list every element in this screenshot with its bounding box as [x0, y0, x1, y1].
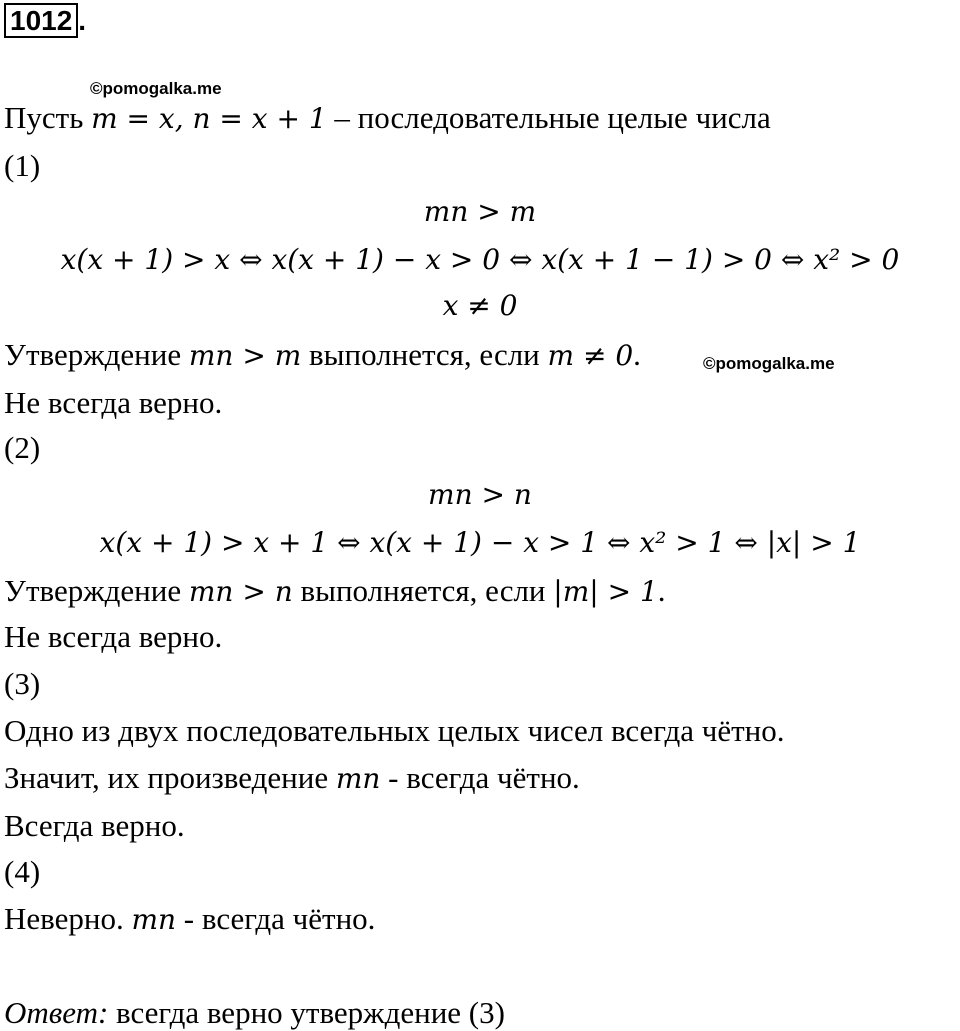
part1-verdict: Не всегда верно.: [4, 385, 223, 420]
answer-line: [4, 995, 505, 1031]
part1-equation-2: x(x + 1) > x ⇔ x(x + 1) − x > 0 ⇔ x(x + 1 − 1) > 0 ⇔ x² > 0: [60, 243, 900, 276]
part1-equation-3: x ≠ 0: [442, 289, 518, 322]
part2-claim-text-2: выполняется, если: [292, 573, 554, 608]
part2-equation-2: x(x + 1) > x + 1 ⇔ x(x + 1) − x > 1 ⇔ x² > 1 ⇔ |x| > 1: [99, 526, 861, 559]
intro-text-1: Пусть: [4, 100, 92, 135]
part3-line-2: [4, 760, 580, 797]
part3-line-2-math: mn: [335, 762, 381, 795]
watermark-top: ©pomogalka.me: [90, 79, 222, 98]
part1-claim-math-2: m ≠ 0: [547, 339, 634, 372]
part2-claim-text-3: .: [657, 573, 666, 608]
part2-claim-math-2: |m| > 1: [553, 575, 658, 608]
part4-math: mn: [131, 903, 177, 936]
watermark-middle: ©pomogalka.me: [703, 354, 835, 373]
part2-verdict: Не всегда верно.: [4, 619, 223, 654]
intro-text-2: – последовательные целые числа: [326, 100, 771, 135]
part3-verdict: Всегда верно.: [4, 808, 185, 843]
part4-label: (4): [4, 854, 41, 889]
part1-label: (1): [4, 148, 41, 183]
part2-claim-math-1: mn > n: [188, 575, 293, 608]
part3-line-2-text-1: Значит, их произведение: [4, 760, 336, 795]
part2-label: (2): [4, 430, 41, 465]
part4-text-2: - всегда чётно.: [176, 901, 376, 936]
part3-label: (3): [4, 666, 41, 701]
part1-claim-text-2: выполнется, если: [301, 337, 548, 372]
problem-number-box: 1012: [4, 3, 78, 38]
part2-claim-text-1: Утверждение: [4, 573, 189, 608]
part2-claim: [4, 573, 666, 610]
answer-text: всегда верно утверждение (3): [108, 995, 505, 1030]
problem-number-suffix: .: [78, 5, 87, 36]
intro-line: [4, 100, 771, 137]
intro-math: m = x, n = x + 1: [91, 102, 327, 135]
part3-line-1: Одно из двух последовательных целых чисел всегда чётно.: [4, 713, 785, 748]
part1-claim-math-1: mn > m: [188, 339, 302, 372]
problem-number: [4, 6, 86, 36]
answer-label: Ответ:: [4, 995, 109, 1030]
part2-equation-1: mn > n: [428, 478, 532, 511]
part3-line-2-text-2: - всегда чётно.: [380, 760, 580, 795]
part1-claim: [4, 337, 641, 374]
part4-line: [4, 901, 375, 938]
part4-text-1: Неверно.: [4, 901, 132, 936]
part1-claim-text-1: Утверждение: [4, 337, 189, 372]
part1-claim-text-3: .: [633, 337, 641, 372]
part1-equation-1: mn > m: [423, 195, 537, 228]
